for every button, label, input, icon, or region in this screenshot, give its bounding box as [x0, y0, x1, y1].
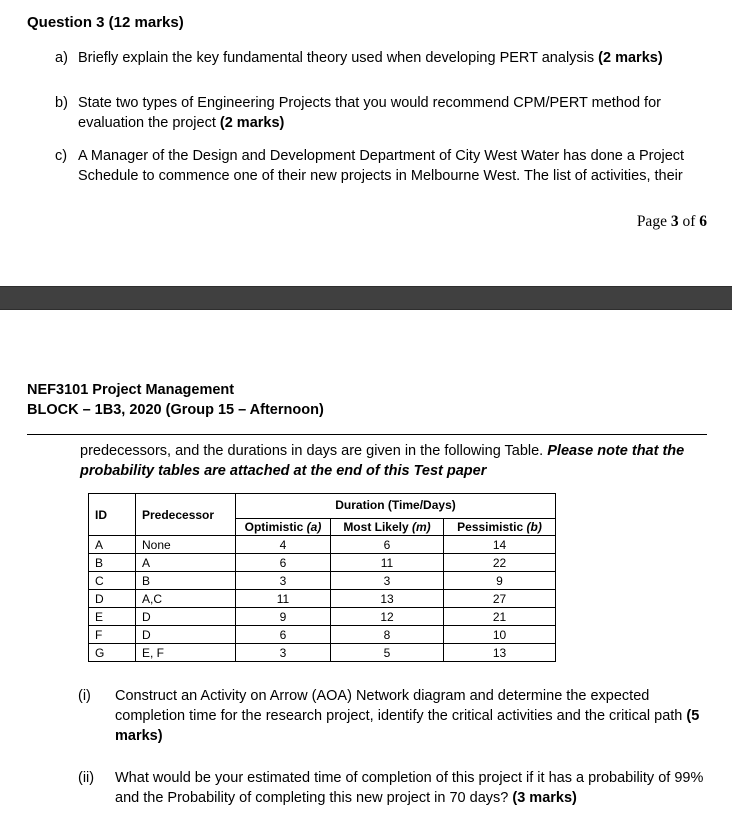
item-a-marks: (2 marks) — [598, 50, 663, 66]
cell-id: C — [89, 572, 136, 590]
subquestion-i-marks: (5 marks) — [115, 708, 700, 744]
table-row-a — [89, 536, 556, 554]
subquestion-ii-text — [115, 768, 707, 808]
item-b-marks: (2 marks) — [219, 115, 285, 131]
header-row-group — [89, 494, 556, 519]
intro-text: predecessors, and the durations in days are given in the following Table. — [80, 443, 548, 459]
cell-most-likely: 3 — [331, 572, 444, 590]
col-header-duration-group: Duration (Time/Days) — [236, 494, 556, 519]
intro-paragraph — [80, 441, 707, 481]
question-item-b — [55, 93, 707, 133]
table-row-e — [89, 608, 556, 626]
item-b-text-body: State two types of Engineering Projects that you would recommend CPM/PERT method for evaluation the project — [78, 95, 661, 131]
col-header-pessimistic — [444, 519, 556, 536]
question-item-a — [55, 48, 707, 68]
item-c-text-body: A Manager of the Design and Development Department of City West Water has done a Project Schedule to commence one of their new projects in Melbourne West. The list of activities, their — [78, 148, 685, 184]
cell-predecessor: None — [136, 536, 236, 554]
col-header-id: ID — [89, 494, 136, 536]
table-row-c — [89, 572, 556, 590]
table-row-b — [89, 554, 556, 572]
cell-optimistic: 3 — [236, 572, 331, 590]
page-4-section — [0, 310, 732, 808]
course-subtitle: BLOCK – 1B3, 2020 (Group 15 – Afternoon) — [27, 402, 324, 418]
page-number — [27, 212, 707, 232]
cell-id: G — [89, 644, 136, 662]
cell-id: A — [89, 536, 136, 554]
page-separator-bar — [0, 286, 732, 310]
most-likely-symbol: (m) — [412, 520, 431, 534]
item-a-label: a) — [55, 50, 68, 66]
cell-most-likely: 6 — [331, 536, 444, 554]
cell-most-likely: 11 — [331, 554, 444, 572]
cell-predecessor: B — [136, 572, 236, 590]
cell-pessimistic: 21 — [444, 608, 556, 626]
item-b-label: b) — [55, 95, 68, 111]
question-title: Question 3 (12 marks) — [27, 14, 184, 31]
item-b-text — [78, 93, 707, 133]
cell-id: F — [89, 626, 136, 644]
cell-most-likely: 5 — [331, 644, 444, 662]
cell-optimistic: 6 — [236, 554, 331, 572]
most-likely-label: Most Likely — [343, 520, 409, 534]
cell-most-likely: 8 — [331, 626, 444, 644]
cell-predecessor: A — [136, 554, 236, 572]
cell-id: E — [89, 608, 136, 626]
cell-predecessor: E, F — [136, 644, 236, 662]
item-c-text — [78, 146, 707, 186]
col-header-optimistic — [236, 519, 331, 536]
cell-predecessor: D — [136, 608, 236, 626]
page-number-current: 3 — [670, 213, 679, 230]
cell-optimistic: 11 — [236, 590, 331, 608]
pessimistic-symbol: (b) — [526, 520, 542, 534]
activity-table — [88, 493, 556, 662]
cell-optimistic: 9 — [236, 608, 331, 626]
question-item-c — [55, 146, 707, 186]
table-row-g — [89, 644, 556, 662]
cell-predecessor: D — [136, 626, 236, 644]
cell-optimistic: 4 — [236, 536, 331, 554]
cell-pessimistic: 22 — [444, 554, 556, 572]
activity-table-head — [89, 494, 556, 536]
page-3-section — [0, 0, 732, 232]
subquestion-i-text-body: Construct an Activity on Arrow (AOA) Network diagram and determine the expected completion time for the research project, identify the critical activities and the critical path — [115, 688, 687, 724]
page-number-total: 6 — [699, 213, 707, 230]
cell-id: B — [89, 554, 136, 572]
pessimistic-label: Pessimistic — [457, 520, 524, 534]
subquestion-i-label: (i) — [78, 688, 91, 704]
optimistic-label: Optimistic — [244, 520, 304, 534]
item-a-text-body: Briefly explain the key fundamental theory used when developing PERT analysis — [78, 50, 599, 66]
course-header — [27, 380, 707, 420]
col-header-predecessor: Predecessor — [136, 494, 236, 536]
header-rule — [27, 434, 707, 435]
cell-optimistic: 3 — [236, 644, 331, 662]
subquestion-i-text — [115, 686, 707, 746]
subquestion-ii-text-body: What would be your estimated time of completion of this project if it has a probability of 99% and the Probability of completing this new project in 70 days? — [115, 770, 704, 806]
page-number-prefix: Page — [636, 213, 667, 230]
cell-pessimistic: 27 — [444, 590, 556, 608]
subquestion-ii-marks: (3 marks) — [512, 790, 577, 806]
cell-pessimistic: 13 — [444, 644, 556, 662]
item-c-label: c) — [55, 148, 68, 164]
cell-most-likely: 12 — [331, 608, 444, 626]
cell-pessimistic: 14 — [444, 536, 556, 554]
page-number-middle: of — [682, 213, 696, 230]
table-row-f — [89, 626, 556, 644]
cell-pessimistic: 10 — [444, 626, 556, 644]
cell-optimistic: 6 — [236, 626, 331, 644]
course-title: NEF3101 Project Management — [27, 382, 235, 398]
subquestion-ii-label: (ii) — [78, 770, 95, 786]
optimistic-symbol: (a) — [306, 520, 322, 534]
subquestion-ii — [78, 768, 707, 808]
item-a-text — [78, 48, 707, 68]
cell-id: D — [89, 590, 136, 608]
intro-note-emphasis: Please note that the probability tables are attached at the end of this Test paper — [80, 443, 685, 479]
subquestion-i — [78, 686, 707, 746]
activity-table-body — [89, 536, 556, 662]
cell-predecessor: A,C — [136, 590, 236, 608]
cell-pessimistic: 9 — [444, 572, 556, 590]
cell-most-likely: 13 — [331, 590, 444, 608]
col-header-most-likely — [331, 519, 444, 536]
table-row-d — [89, 590, 556, 608]
